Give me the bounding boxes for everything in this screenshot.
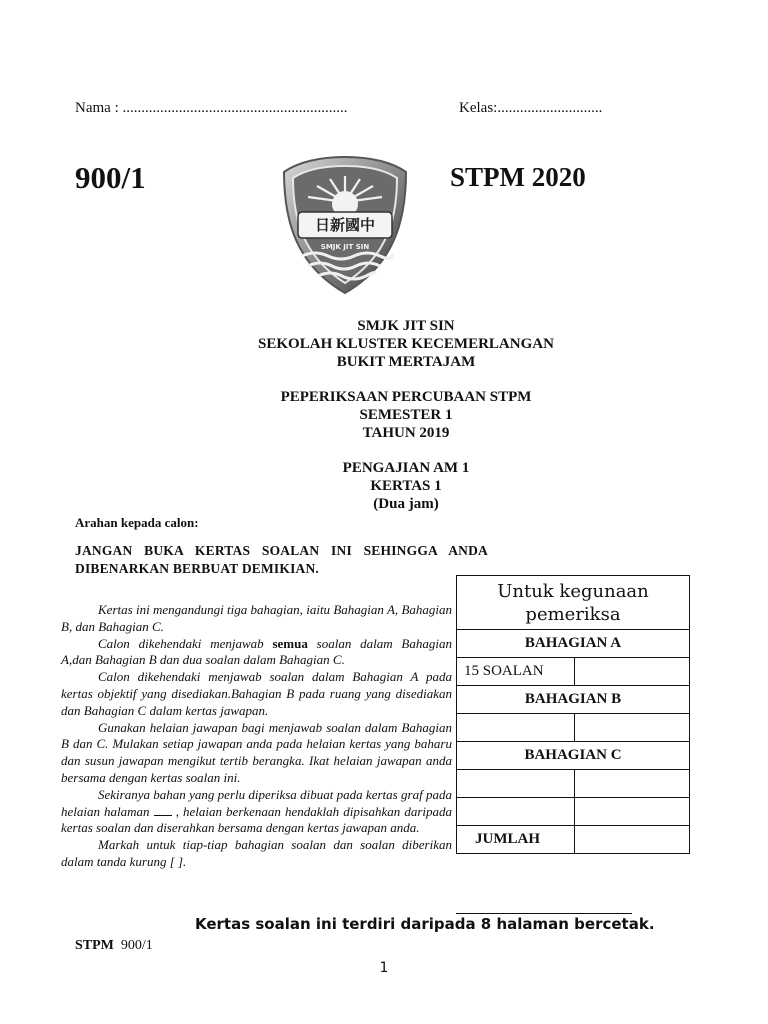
instructions-body [61,602,452,871]
signature-line [456,913,632,914]
crest-caption: SMJK JIT SIN [320,243,370,251]
paper-number: KERTAS 1 [370,478,442,494]
instruction-6: Markah untuk tiap-tiap bahagian soalan dan soalan diberikan dalam tanda kurung [ ]. [61,837,452,869]
subject-name: PENGAJIAN AM 1 [342,460,470,476]
instruction-2-text-a: Calon dikehendaki menjawab [98,635,273,651]
instruction-2-text-b: soalan dalam Bahagian A,dan Bahagian B dan dua soalan dalam Bahagian C. [61,635,452,668]
exam-duration: (Dua jam) [373,496,439,512]
instruction-5-text-b: , helaian berkenaan hendaklah dipisahkan daripada kertas soalan dan diserahkan bersama dengan kertas jawapan anda. [61,803,452,836]
exam-semester: SEMESTER 1 [359,407,453,423]
name-label: Nama : [75,100,119,116]
section-a-mark-cell[interactable] [575,658,690,686]
footer-paper-code [75,938,153,954]
instruction-1: Kertas ini mengandungi tiga bahagian, iaitu Bahagian A, Bahagian B, dan Bahagian C. [61,602,452,634]
instruction-2 [61,636,452,670]
instruction-5 [61,787,452,837]
page-number: 1 [379,960,389,976]
instruction-3: Calon dikehendaki menjawab soalan dalam Bahagian A pada kertas objektif yang disediakan.Bahagian B pada ruang yang disediakan dan Bahagian C dalam kertas jawapan. [61,669,452,718]
instructions-warning: JANGAN BUKA KERTAS SOALAN INI SEHINGGA ANDA DIBENARKAN BERBUAT DEMIKIAN. [75,543,488,576]
instructions-title: Arahan kepada calon: [75,515,199,530]
exam-info [150,388,662,442]
total-mark-cell[interactable] [575,826,690,854]
school-location: BUKIT MERTAJAM [336,354,476,370]
examiner-table [456,575,690,854]
crest-chinese-text: 日新國中 [314,216,376,234]
section-b-question-cell[interactable] [457,714,575,742]
name-field [75,100,347,117]
section-c-question-cell-2[interactable] [457,798,575,826]
exam-name: PEPERIKSAAN PERCUBAAN STPM [280,389,532,405]
paper-code: 900/1 [75,160,146,195]
section-b-mark-cell[interactable] [575,714,690,742]
instruction-4: Gunakan helaian jawapan bagi menjawab soalan dalam Bahagian B dan C. Mulakan setiap jawapan anda pada helaian kertas yang baharu dan susun jawapan mengikut tertib berangka. Ikat helaian jawapan anda bersama dengan kertas soalan ini. [61,719,452,785]
class-field [459,100,602,117]
section-a-label: BAHAGIAN A [457,630,690,658]
school-info [150,317,662,371]
name-dots: ............................................................ [122,100,348,116]
school-name: SMJK JIT SIN [357,318,455,334]
school-cluster: SEKOLAH KLUSTER KECEMERLANGAN [258,336,554,352]
instruction-2-emphasis: semua [272,635,308,651]
page-number-blank [154,815,172,816]
exam-title: STPM 2020 [450,162,586,192]
footer-code-number: 900/1 [120,938,153,953]
section-c-mark-cell-1[interactable] [575,770,690,798]
section-a-questions: 15 SOALAN [457,658,575,686]
section-c-mark-cell-2[interactable] [575,798,690,826]
total-label: JUMLAH [457,826,575,854]
footer-code-prefix: STPM [75,938,114,953]
examiner-table-header: Untuk kegunaan pemeriksa [457,576,690,630]
exam-year: TAHUN 2019 [362,425,450,441]
page-count-note: Kertas soalan ini terdiri daripada 8 halaman bercetak. [195,915,655,933]
section-c-question-cell-1[interactable] [457,770,575,798]
subject-info [150,459,662,513]
instruction-5-text-a: Sekiranya bahan yang perlu diperiksa dibuat pada kertas graf pada helaian halaman [61,786,452,819]
class-label: Kelas: [459,100,498,116]
section-b-label: BAHAGIAN B [457,686,690,714]
section-c-label: BAHAGIAN C [457,742,690,770]
school-crest-logo [280,154,410,296]
class-dots: ............................ [497,100,603,116]
